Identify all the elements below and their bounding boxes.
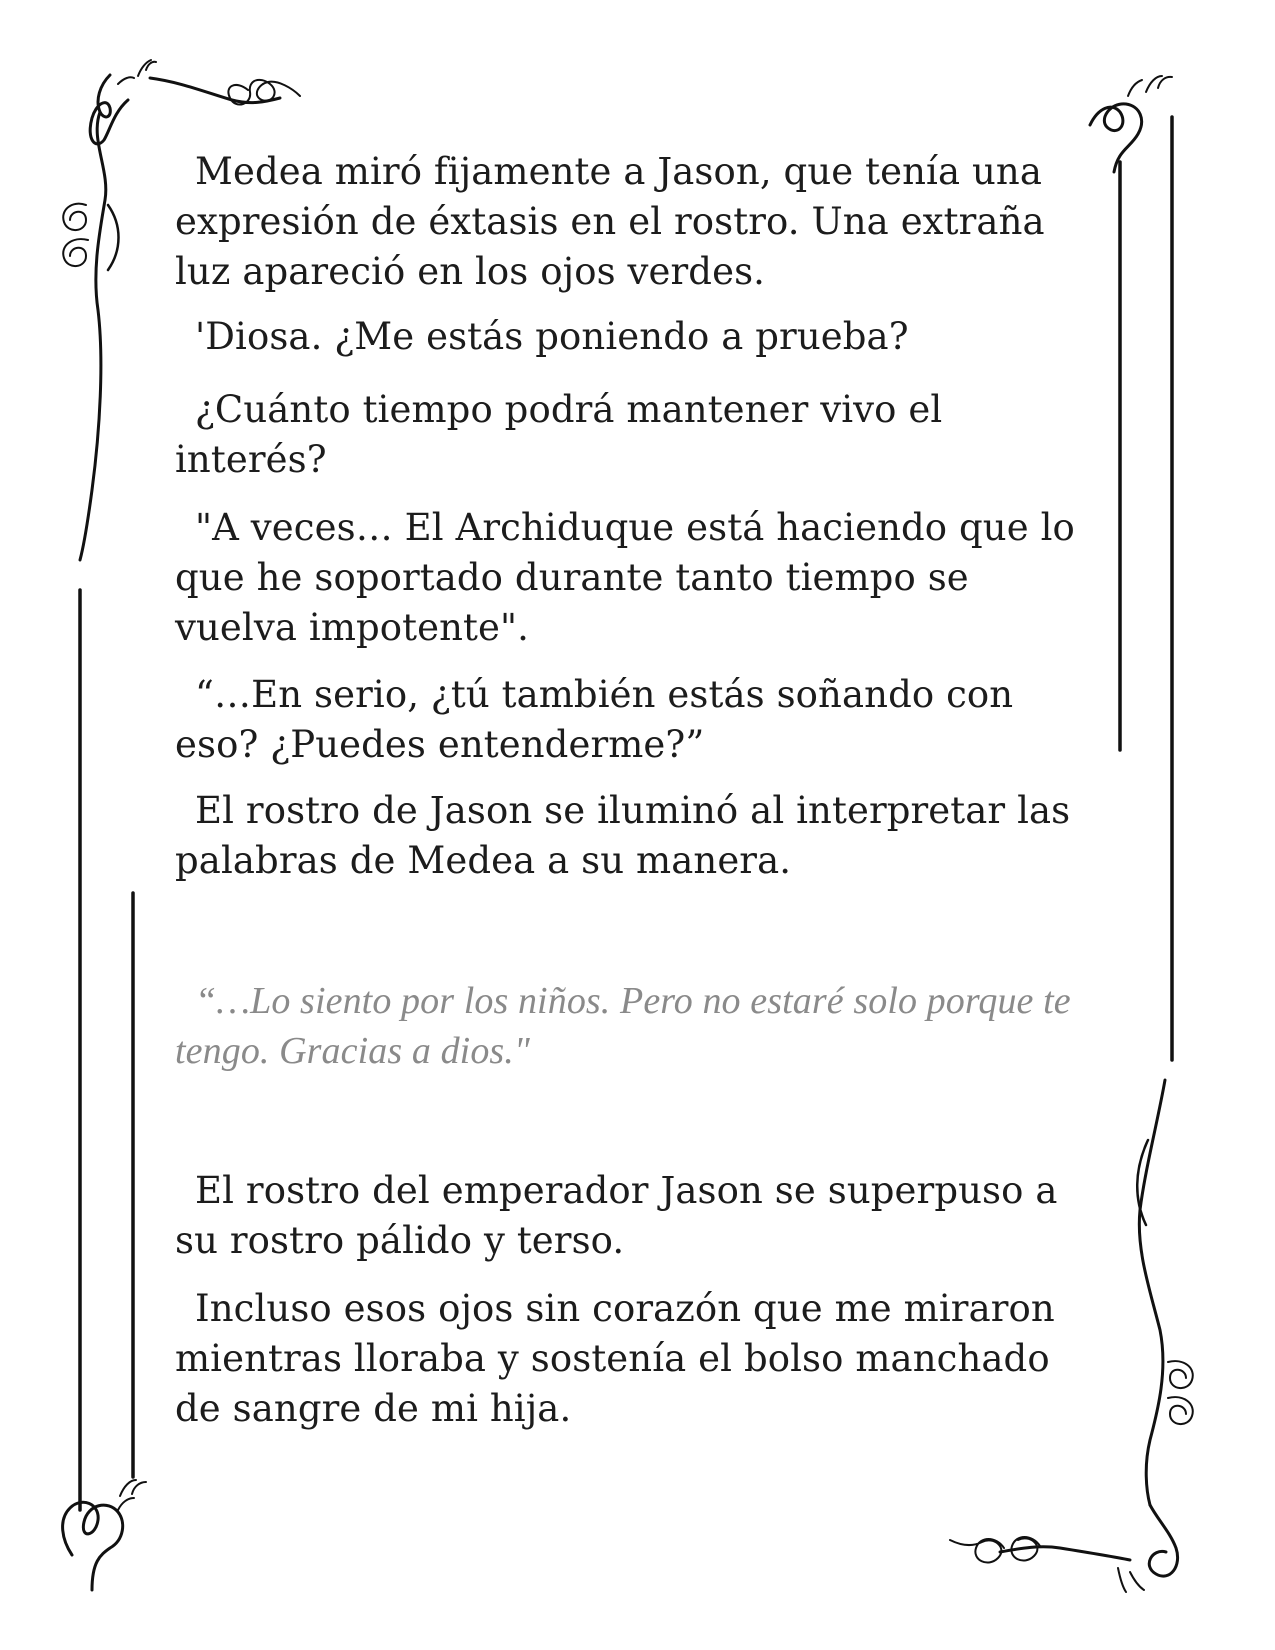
paragraph-8: Incluso esos ojos sin corazón que me miraron mientras lloraba y sostenía el bolso manchado de sangre de mi hija. xyxy=(175,1287,1055,1430)
flourish-bottom-left xyxy=(63,1480,146,1590)
flourish-top-left xyxy=(63,60,300,560)
paragraph-6: El rostro de Jason se iluminó al interpretar las palabras de Medea a su manera. xyxy=(175,789,1071,882)
paragraph-1: Medea miró fijamente a Jason, que tenía una expresión de éxtasis en el rostro. Una extraña luz apareció en los ojos verdes. xyxy=(175,150,1045,293)
paragraph-2: 'Diosa. ¿Me estás poniendo a prueba? xyxy=(195,315,909,358)
paragraph-4: "A veces… El Archiduque está haciendo que lo que he soportado durante tanto tiempo se vuelva impotente". xyxy=(175,506,1075,649)
paragraph-3: ¿Cuánto tiempo podrá mantener vivo el interés? xyxy=(175,388,943,481)
paragraph-5: “…En serio, ¿tú también estás soñando con eso? ¿Puedes entenderme?” xyxy=(175,673,1014,766)
paragraph-italic-quote: “…Lo siento por los niños. Pero no estaré solo porque te tengo. Gracias a dios." xyxy=(175,980,1071,1072)
flourish-top-right xyxy=(1090,76,1172,172)
paragraph-7: El rostro del emperador Jason se superpuso a su rostro pálido y terso. xyxy=(175,1169,1058,1262)
